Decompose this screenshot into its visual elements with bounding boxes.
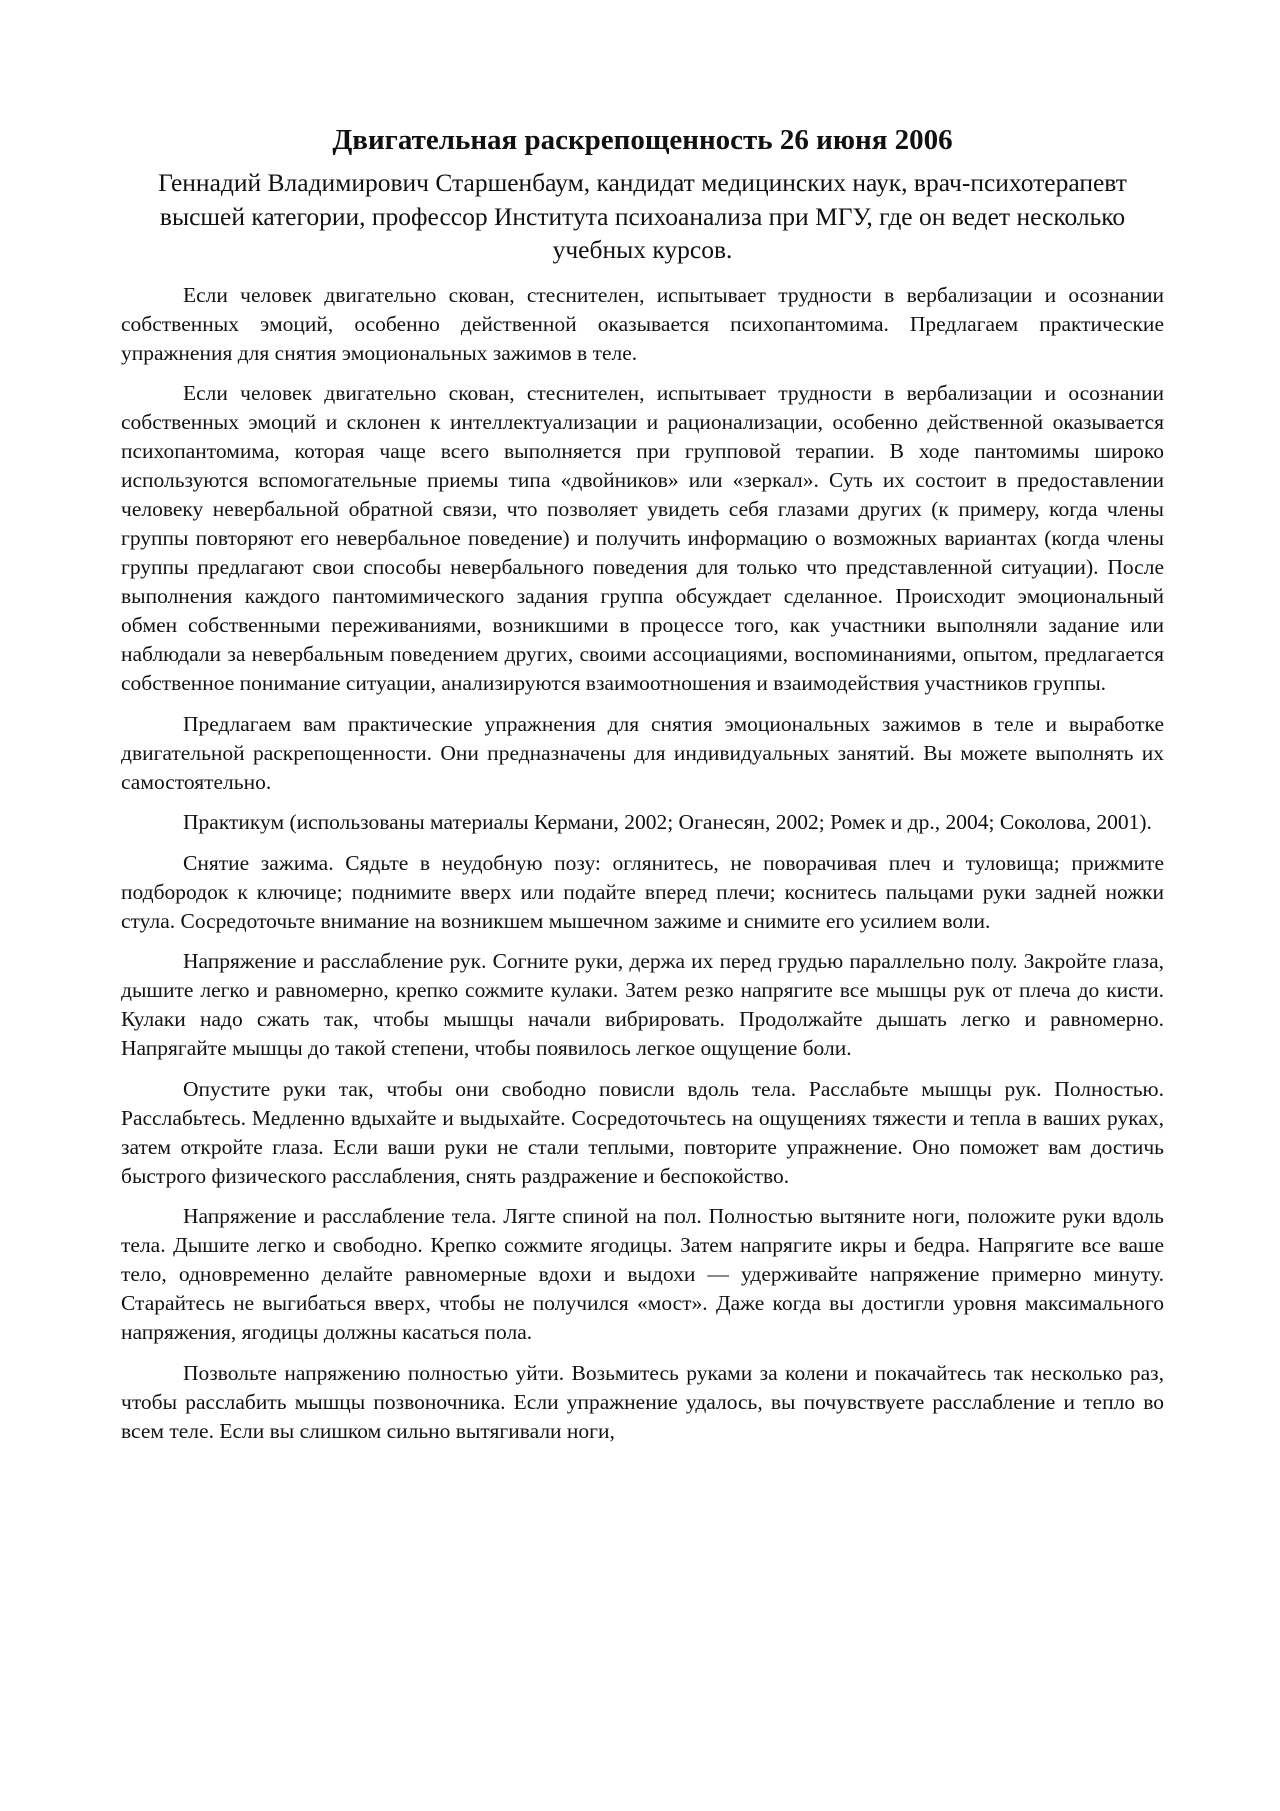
paragraph: Напряжение и расслабление рук. Согните руки, держа их перед грудью параллельно полу. Закройте глаза, дышите легко и равномерно, крепко сожмите кулаки. Затем резко напрягите все мышцы рук от плеча до кисти. Кулаки надо сжать так, чтобы мышцы начали вибрировать. Продолжайте дышать легко и равномерно. Напрягайте мышцы до такой степени, чтобы появилось легкое ощущение боли. xyxy=(121,949,1164,1060)
paragraph: Опустите руки так, чтобы они свободно повисли вдоль тела. Расслабьте мышцы рук. Полностью. Расслабьтесь. Медленно вдыхайте и выдыхайте. Сосредоточьтесь на ощущениях тяжести и тепла в ваших руках, затем откройте глаза. Если ваши руки не стали теплыми, повторите упражнение. Оно поможет вам достичь быстрого физического расслабления, снять раздражение и беспокойство. xyxy=(121,1076,1164,1188)
paragraph: Позвольте напряжению полностью уйти. Возьмитесь руками за колени и покачайтесь так несколько раз, чтобы расслабить мышцы позвоночника. Если упражнение удалось, вы почувствуете расслабление и тепло во всем теле. Если вы слишком сильно вытягивали ноги, xyxy=(121,1360,1164,1443)
paragraph: Предлагаем вам практические упражнения для снятия эмоциональных зажимов в теле и выработке двигательной раскрепощенности. Они предназначены для индивидуальных занятий. Вы можете выполнять их самостоятельно. xyxy=(121,711,1164,794)
document-page xyxy=(121,122,1164,1457)
paragraph: Напряжение и расслабление тела. Лягте спиной на пол. Полностью вытяните ноги, положите руки вдоль тела. Дышите легко и свободно. Крепко сожмите ягодицы. Затем напрягите икры и бедра. Напрягите все ваше тело, одновременно делайте равномерные вдохи и выдохи — удерживайте напряжение примерно минуту. Старайтесь не выгибаться вверх, чтобы не получился «мост». Даже когда вы достигли уровня максимального напряжения, ягодицы должны касаться пола. xyxy=(121,1204,1164,1344)
paragraph: Снятие зажима. Сядьте в неудобную позу: оглянитесь, не поворачивая плеч и туловища; прижмите подбородок к ключице; поднимите вверх или подайте вперед плечи; коснитесь пальцами руки задней ножки стула. Сосредоточьте внимание на возникшем мышечном зажиме и снимите его усилием воли. xyxy=(121,850,1164,933)
document-title: Двигательная раскрепощенность 26 июня 2006 xyxy=(332,124,953,156)
paragraph: Если человек двигательно скован, стеснителен, испытывает трудности в вербализации и осознании собственных эмоций и склонен к интеллектуализации и рационализации, особенно действенной оказывается психопантомима, которая чаще всего выполняется при групповой терапии. В ходе пантомимы широко используются вспомогательные приемы типа «двойников» или «зеркал». Суть их состоит в предоставлении человеку невербальной обратной связи, что позволяет увидеть себя глазами других (к примеру, когда члены группы повторяют его невербальное поведение) и получить информацию о возможных вариантах (когда члены группы предлагают свои способы невербального поведения для только что представленной ситуации). После выполнения каждого пантомимического задания группа обсуждает сделанное. Происходит эмоциональный обмен собственными переживаниями, возникшими в процессе того, как участники выполняли задание или наблюдали за невербальным поведением других, своими ассоциациями, воспоминаниями, опытом, предлагается собственное понимание ситуации, анализируются взаимоотношения и взаимодействия участников группы. xyxy=(121,381,1164,695)
paragraph: Практикум (использованы материалы Кермани, 2002; Оганесян, 2002; Ромек и др., 2004; Соколова, 2001). xyxy=(183,810,1152,834)
paragraph: Если человек двигательно скован, стеснителен, испытывает трудности в вербализации и осознании собственных эмоций, особенно действенной оказывается психопантомима. Предлагаем практические упражнения для снятия эмоциональных зажимов в теле. xyxy=(121,282,1164,365)
author-info: Геннадий Владимирович Старшенбаум, кандидат медицинских наук, врач-психотерапевт высшей категории, профессор Института психоанализа при МГУ, где он ведет несколько учебных курсов. xyxy=(158,168,1127,264)
